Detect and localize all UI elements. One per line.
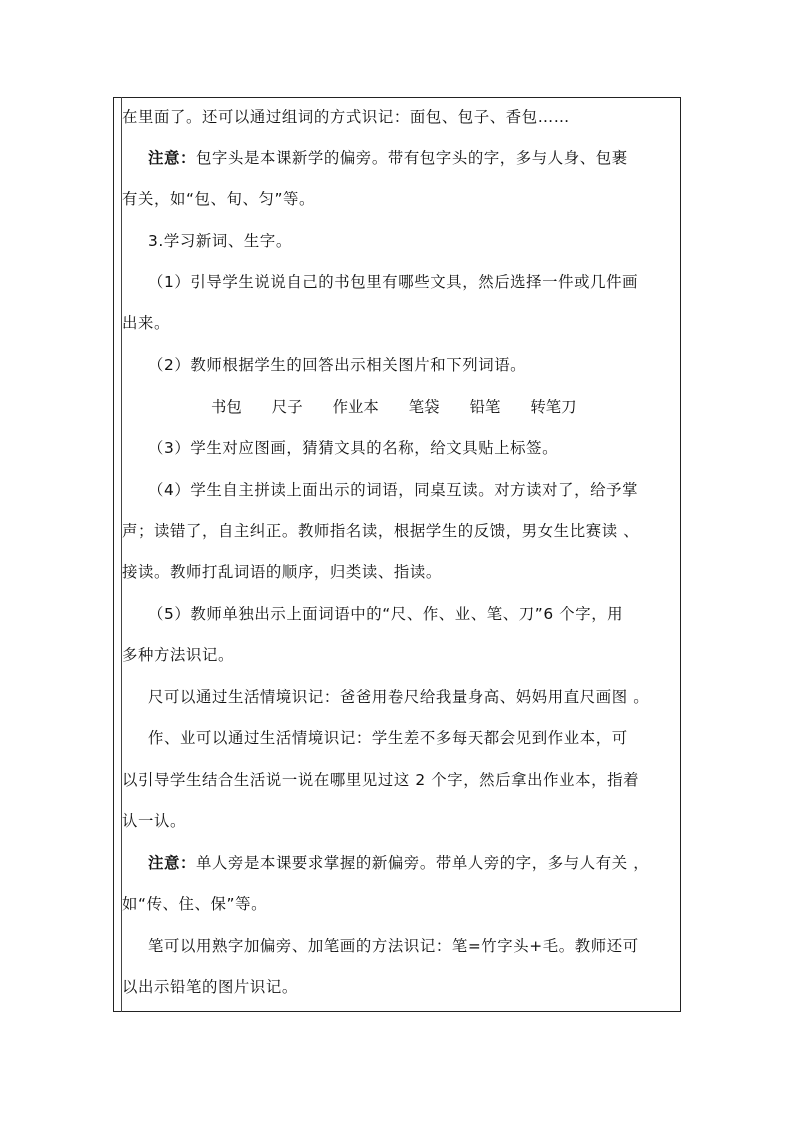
vocab-term: 转笔刀: [530, 398, 577, 416]
text-line: 声；读错了，自主纠正。教师指名读，根据学生的反馈，男女生比赛读 、: [122, 522, 640, 540]
text-line: 作、业可以通过生活情境识记：学生差不多每天都会见到作业本，可: [148, 729, 628, 747]
table-inner-divider: [121, 97, 122, 1012]
text-line: 3.学习新词、生字。: [148, 232, 292, 250]
text-line: （3）学生对应图画，猜猜文具的名称，给文具贴上标签。: [148, 439, 559, 457]
vocab-term: 作业本: [332, 398, 379, 416]
text-line: [148, 148, 628, 168]
vocab-term: 尺子: [271, 398, 303, 416]
text-line: （1）引导学生说说自己的书包里有哪些文具，然后选择一件或几件画: [148, 273, 639, 291]
note-text: 单人旁是本课要求掌握的新偏旁。带单人旁的字，多与人有关 ，: [195, 854, 650, 872]
text-line: 有关，如“包、旬、匀”等。: [122, 190, 316, 208]
text-line: 尺可以通过生活情境识记：爸爸用卷尺给我量身高、妈妈用直尺画图 。: [148, 688, 650, 706]
note-label: 注意：: [148, 854, 196, 872]
text-line: （2）教师根据学生的回答出示相关图片和下列词语。: [148, 356, 527, 374]
vocabulary-list: [211, 397, 607, 417]
text-line: 在里面了。还可以通过组词的方式识记：面包、包子、香包……: [122, 108, 570, 126]
note-label: 注意：: [148, 149, 196, 167]
text-line: 以引导学生结合生活说一说在哪里见过这 2 个字，然后拿出作业本，指着: [122, 771, 640, 789]
text-line: 如“传、住、保”等。: [122, 895, 268, 913]
vocab-term: 铅笔: [469, 398, 501, 416]
text-line: 接读。教师打乱词语的顺序，归类读、指读。: [122, 563, 442, 581]
note-text: 包字头是本课新学的偏旁。带有包字头的字，多与人身、包裹: [195, 149, 628, 167]
text-line: （4）学生自主拼读上面出示的词语，同桌互读。对方读对了，给予掌: [148, 481, 639, 499]
text-line: （5）教师单独出示上面词语中的“尺、作、业、笔、刀”6 个字，用: [148, 605, 624, 623]
text-line: 认一认。: [122, 812, 186, 830]
text-line: 出来。: [122, 314, 170, 332]
text-line: [148, 853, 649, 873]
text-line: 以出示铅笔的图片识记。: [122, 978, 298, 996]
vocab-term: 书包: [211, 398, 242, 416]
vocab-term: 笔袋: [408, 398, 440, 416]
text-line: 笔可以用熟字加偏旁、加笔画的方法识记：笔=竹字头+毛。教师还可: [148, 937, 639, 955]
text-line: 多种方法识记。: [122, 646, 234, 664]
